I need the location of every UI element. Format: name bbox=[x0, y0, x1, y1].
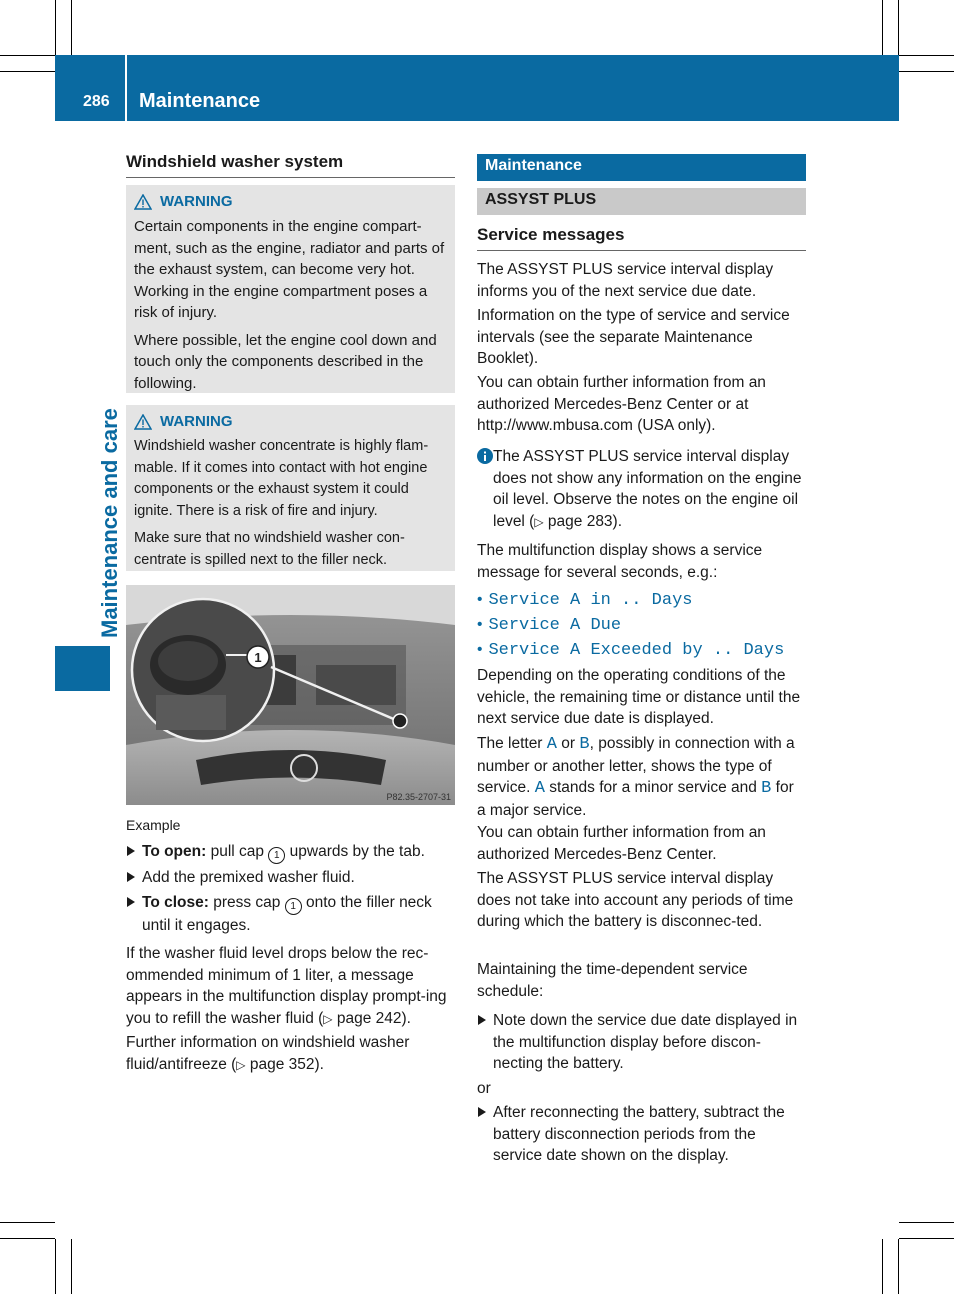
engine-compartment-photo bbox=[126, 585, 455, 805]
display-message: Service A Due bbox=[488, 616, 622, 635]
warning-text: Where possible, let the engine cool down and touch only the components described in the following. bbox=[134, 331, 437, 392]
or-separator: or bbox=[477, 1080, 491, 1097]
paragraph: You can obtain further information from an authorized Mercedes-Benz Center. bbox=[477, 824, 766, 863]
header-divider bbox=[125, 55, 127, 121]
step-text: press cap bbox=[208, 894, 285, 911]
warning-header bbox=[134, 413, 447, 430]
paragraph: Maintaining the time-dependent service schedule: bbox=[477, 961, 748, 1000]
instruction-step-add-fluid bbox=[126, 867, 455, 889]
warning-triangle-icon bbox=[134, 194, 152, 210]
step-keyword: To open: bbox=[142, 843, 207, 860]
step-arrow-icon bbox=[478, 1107, 486, 1117]
paragraph: The multifunction display shows a service message for several seconds, e.g.: bbox=[477, 542, 763, 581]
paragraph-text: stands for a minor service and bbox=[544, 779, 762, 796]
warning-title: WARNING bbox=[160, 193, 233, 210]
step-text: After reconnecting the battery, subtract the battery disconnection periods from the service date shown on the display. bbox=[493, 1104, 785, 1164]
service-letter: A bbox=[534, 779, 545, 798]
crop-mark bbox=[71, 0, 72, 55]
paragraph-text: for a major service. bbox=[477, 779, 794, 819]
crop-mark bbox=[898, 1239, 899, 1294]
engine-illustration bbox=[126, 585, 455, 805]
paragraph: The ASSYST PLUS service interval display does not take into account any periods of time during which the battery is disconnec-ted. bbox=[477, 870, 794, 930]
step-arrow-icon bbox=[127, 897, 135, 907]
info-icon bbox=[477, 448, 493, 464]
step-text: Add the premixed washer fluid. bbox=[142, 869, 355, 886]
bullet-icon: • bbox=[477, 616, 483, 633]
section-heading-washer: Windshield washer system bbox=[126, 152, 455, 178]
warning-box-hot-components bbox=[126, 185, 455, 393]
crop-mark bbox=[0, 1238, 55, 1239]
step-text: onto the filler neck until it engages. bbox=[142, 894, 432, 934]
instruction-step-close bbox=[126, 892, 455, 937]
paragraph-text: If the washer fluid level drops below the rec-ommended minimum of 1 liter, a message appears in the multifunction display prompt-ing you to refill the washer fluid ( bbox=[126, 945, 447, 1027]
crop-mark bbox=[55, 0, 56, 55]
step-arrow-icon bbox=[478, 1015, 486, 1025]
instruction-step-open bbox=[126, 841, 455, 864]
instruction-step-note-date bbox=[477, 1010, 806, 1075]
callout-number: 1 bbox=[268, 847, 285, 864]
paragraph-further-info bbox=[126, 1032, 455, 1076]
paragraph-text: Further information on windshield washer fluid/antifreeze ( bbox=[126, 1034, 410, 1073]
page-reference[interactable]: page 242). bbox=[336, 1009, 411, 1027]
side-tab-label: Maintenance and care bbox=[97, 408, 122, 638]
display-message-item bbox=[477, 614, 621, 637]
warning-text: Make sure that no windshield washer con-centrate is spilled next to the filler neck. bbox=[134, 530, 405, 568]
side-tab-marker bbox=[55, 646, 110, 691]
crop-mark bbox=[899, 71, 954, 72]
display-message-item bbox=[477, 639, 784, 662]
crop-mark bbox=[0, 55, 55, 56]
warning-header bbox=[134, 193, 447, 210]
display-message: Service A Exceeded by .. Days bbox=[488, 641, 785, 660]
callout-1: 1 bbox=[254, 650, 262, 665]
warning-text: Windshield washer concentrate is highly flam-mable. If it comes into contact with hot engine components or the exhaust system it could ignite. There is a risk of fire and injury. bbox=[134, 438, 429, 519]
crop-mark bbox=[899, 55, 954, 56]
step-text: upwards by the tab. bbox=[285, 843, 425, 860]
display-message-item bbox=[477, 589, 692, 612]
section-heading-service-messages: Service messages bbox=[477, 225, 806, 251]
instruction-step-subtract bbox=[477, 1102, 806, 1167]
display-message: Service A in .. Days bbox=[488, 591, 693, 610]
crop-mark bbox=[898, 0, 899, 55]
service-letter: B bbox=[761, 779, 772, 798]
bullet-icon: • bbox=[477, 641, 483, 658]
page-ref-triangle-icon: ▷ bbox=[323, 1011, 333, 1026]
step-arrow-icon bbox=[127, 846, 135, 856]
crop-mark bbox=[71, 1239, 72, 1294]
warning-triangle-icon bbox=[134, 414, 152, 430]
step-arrow-icon bbox=[127, 872, 135, 882]
crop-mark bbox=[0, 71, 55, 72]
image-caption: Example bbox=[126, 817, 181, 833]
page-reference[interactable]: page 352). bbox=[249, 1055, 324, 1073]
warning-text: Certain components in the engine compart-ment, such as the engine, radiator and parts of the exhaust system, can become very hot. Working in the engine compartment poses a risk of injury. bbox=[134, 218, 445, 321]
page-reference[interactable]: page 283). bbox=[547, 512, 623, 530]
paragraph-text: , possibly in connection with a number or another letter, shows the type of service. bbox=[477, 735, 795, 796]
page-header bbox=[55, 55, 899, 121]
step-text: pull cap bbox=[206, 843, 269, 860]
paragraph-text: The letter bbox=[477, 735, 547, 752]
crop-mark bbox=[55, 1239, 56, 1294]
crop-mark bbox=[0, 1222, 55, 1223]
crop-mark bbox=[899, 1238, 954, 1239]
paragraph: The ASSYST PLUS service interval display informs you of the next service due date. bbox=[477, 261, 774, 300]
header-title: Maintenance bbox=[139, 90, 261, 112]
page-ref-triangle-icon: ▷ bbox=[534, 514, 544, 529]
section-bar-assyst-plus: ASSYST PLUS bbox=[477, 188, 806, 215]
page-number: 286 bbox=[83, 93, 110, 110]
step-keyword: To close: bbox=[142, 894, 209, 911]
paragraph-washer-level bbox=[126, 943, 455, 1030]
page-ref-triangle-icon: ▷ bbox=[236, 1057, 246, 1072]
step-text: Note down the service due date displayed in the multifunction display before discon-necting the battery. bbox=[493, 1012, 798, 1072]
paragraph: Information on the type of service and service intervals (see the separate Maintenance Booklet). bbox=[477, 307, 790, 367]
paragraph: Depending on the operating conditions of the vehicle, the remaining time or distance until the next service due date is displayed. bbox=[477, 667, 801, 727]
crop-mark bbox=[882, 0, 883, 55]
info-note bbox=[477, 446, 806, 533]
bullet-icon: • bbox=[477, 591, 483, 608]
crop-mark bbox=[882, 1239, 883, 1294]
service-letter: B bbox=[579, 735, 590, 754]
paragraph-text: or bbox=[556, 735, 580, 752]
section-bar-maintenance: Maintenance bbox=[477, 154, 806, 181]
service-letter: A bbox=[546, 735, 557, 754]
warning-title: WARNING bbox=[160, 413, 233, 430]
crop-mark bbox=[899, 1222, 954, 1223]
paragraph: You can obtain further information from an authorized Mercedes-Benz Center or at http://www.mbusa.com (USA only). bbox=[477, 374, 766, 434]
callout-number: 1 bbox=[285, 898, 302, 915]
info-text: The ASSYST PLUS service interval display does not show any information on the engine oil level. Observe the notes on the engine oil level ( bbox=[493, 448, 802, 530]
image-code: P82.35-2707-31 bbox=[386, 792, 451, 802]
paragraph-service-letters bbox=[477, 733, 806, 821]
warning-box-washer-concentrate bbox=[126, 405, 455, 571]
